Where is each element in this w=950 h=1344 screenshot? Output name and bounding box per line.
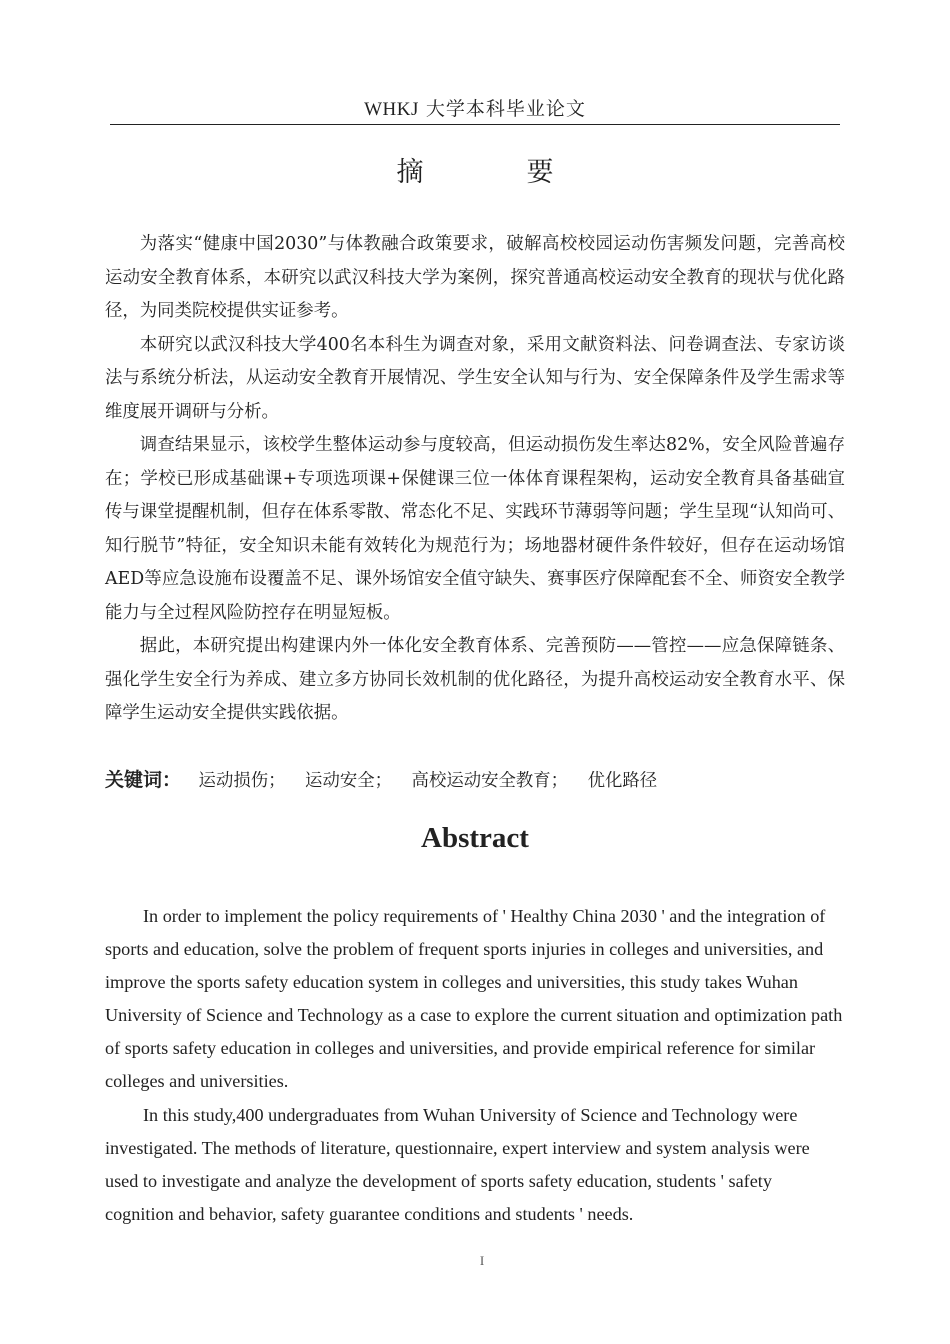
abstract-en-body	[105, 900, 845, 1231]
keywords-line	[105, 764, 845, 798]
abstract-en-paragraph: In order to implement the policy requirements of ' Healthy China 2030 ' and the integration of sports and education, solve the problem of frequent sports injuries in colleges and universities, and improve the sports safety education system in colleges and universities, this study takes Wuhan University of Science and Technology as a case to explore the current situation and optimization path of sports safety education in colleges and universities, and provide empirical reference for similar colleges and universities.	[105, 906, 843, 1092]
keyword-item: 优化路径	[587, 771, 658, 791]
header-rule	[110, 124, 840, 125]
abstract-en-title: Abstract	[421, 822, 529, 854]
keyword-item: 高校运动安全教育；	[411, 771, 569, 791]
keyword-item: 运动损伤；	[198, 771, 286, 791]
running-header	[110, 94, 840, 121]
keywords-label: 关键词：	[105, 769, 182, 791]
abstract-cn-paragraph: 据此，本研究提出构建课内外一体化安全教育体系、完善预防——管控——应急保障链条、强化学生安全行为养成、建立多方协同长效机制的优化路径，为提升高校运动安全教育水平、保障学生运动安全提供实践依据。	[105, 636, 845, 723]
header-title: 大学本科毕业论文	[425, 98, 586, 120]
abstract-cn-paragraph: 调查结果显示，该校学生整体运动参与度较高，但运动损伤发生率达82%，安全风险普遍存在；学校已形成基础课+专项选项课+保健课三位一体体育课程架构，运动安全教育具备基础宣传与课堂提醒机制，但存在体系零散、常态化不足、实践环节薄弱等问题；学生呈现“认知尚可、知行脱节”特征，安全知识未能有效转化为规范行为；场地器材硬件条件较好，但存在运动场馆AED等应急设施布设覆盖不足、课外场馆安全值守缺失、赛事医疗保障配套不全、师资安全教学能力与全过程风险防控存在明显短板。	[105, 435, 845, 623]
page-number: I	[479, 1253, 485, 1268]
abstract-cn-body	[105, 228, 845, 731]
header-code: WHKJ	[364, 99, 419, 120]
abstract-cn-paragraph: 本研究以武汉科技大学400名本科生为调查对象，采用文献资料法、问卷调查法、专家访谈法与系统分析法，从运动安全教育开展情况、学生安全认知与行为、安全保障条件及学生需求等维度展开调研与分析。	[105, 334, 845, 422]
keyword-item: 运动安全；	[305, 771, 393, 791]
abstract-cn-paragraph: 为落实“健康中国2030”与体教融合政策要求，破解高校校园运动伤害频发问题，完善高校运动安全教育体系，本研究以武汉科技大学为案例，探究普通高校运动安全教育的现状与优化路径，为同类院校提供实证参考。	[105, 234, 845, 321]
abstract-cn-title: 摘 要	[396, 157, 592, 188]
abstract-en-paragraph: In this study,400 undergraduates from Wuhan University of Science and Technology were investigated. The methods of literature, questionnaire, expert interview and system analysis were used to investigate and analyze the development of sports safety education, students ' safety cognition and behavior, safety guarantee conditions and students ' needs.	[105, 1104, 810, 1224]
